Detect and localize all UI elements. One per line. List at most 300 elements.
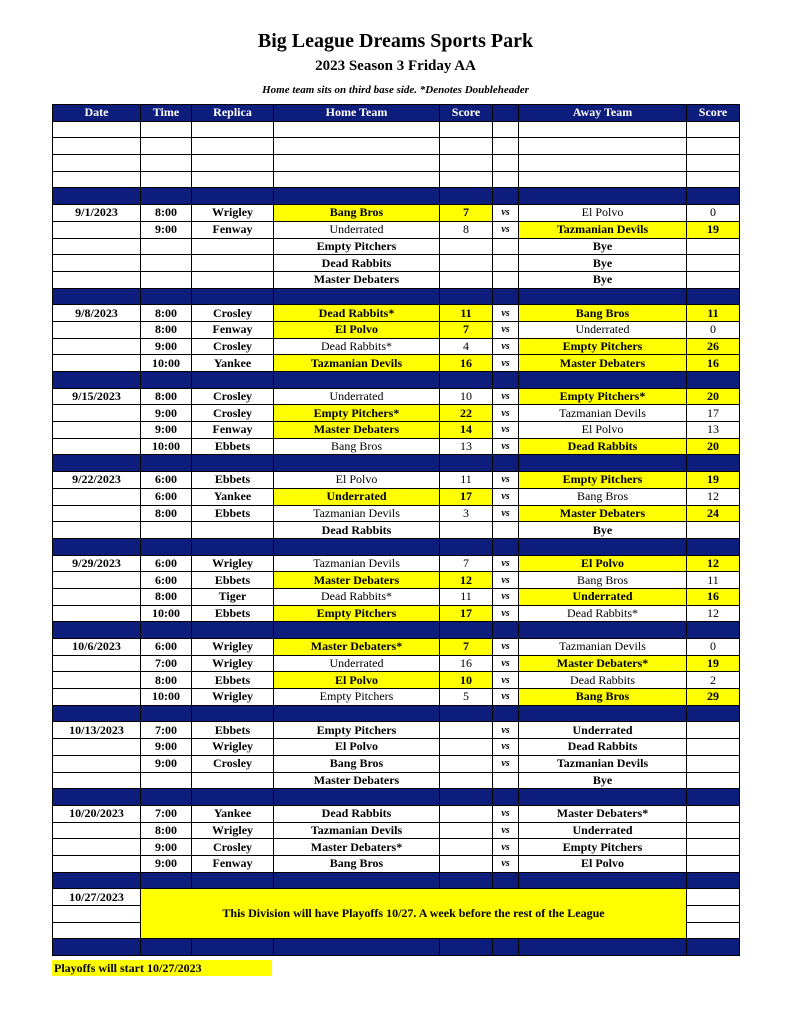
time-cell: 9:00 (141, 739, 192, 756)
separator-cell (493, 188, 519, 205)
home-team-cell: Bang Bros (274, 205, 440, 222)
vs-cell (493, 238, 519, 255)
column-header: Score (440, 105, 493, 122)
separator-cell (192, 622, 274, 639)
blank-cell (53, 922, 141, 939)
away-team-cell: El Polvo (519, 855, 687, 872)
vs-cell: vs (493, 839, 519, 856)
replica-cell (192, 238, 274, 255)
home-team-cell: Dead Rabbits (274, 255, 440, 272)
separator-cell (274, 188, 440, 205)
home-score-cell: 12 (440, 572, 493, 589)
table-row (53, 238, 740, 255)
home-team-cell: Empty Pitchers* (274, 405, 440, 422)
week-separator (53, 372, 740, 389)
schedule-note: Home team sits on third base side. *Denotes Doubleheader (262, 84, 529, 96)
away-team-cell: Underrated (519, 822, 687, 839)
separator-cell (141, 288, 192, 305)
separator-cell (440, 538, 493, 555)
separator-cell (141, 789, 192, 806)
time-cell: 8:00 (141, 321, 192, 338)
separator-cell (519, 455, 687, 472)
vs-cell: vs (493, 689, 519, 706)
home-team-cell: Tazmanian Devils (274, 822, 440, 839)
blank-cell (141, 155, 192, 172)
vs-cell: vs (493, 588, 519, 605)
away-score-cell (687, 822, 740, 839)
column-header: Date (53, 105, 141, 122)
date-cell (53, 588, 141, 605)
table-row (53, 805, 740, 822)
blank-cell (687, 889, 740, 906)
time-cell: 6:00 (141, 639, 192, 656)
blank-cell (192, 121, 274, 138)
blank-cell (53, 155, 141, 172)
blank-cell (274, 138, 440, 155)
separator-cell (687, 455, 740, 472)
date-cell (53, 255, 141, 272)
vs-cell: vs (493, 472, 519, 489)
away-score-cell (687, 755, 740, 772)
separator-cell (192, 705, 274, 722)
replica-cell (192, 255, 274, 272)
vs-cell: vs (493, 605, 519, 622)
time-cell: 8:00 (141, 205, 192, 222)
home-score-cell: 11 (440, 588, 493, 605)
away-team-cell: El Polvo (519, 205, 687, 222)
blank-cell (53, 138, 141, 155)
separator-cell (192, 789, 274, 806)
playoff-date-cell: 10/27/2023 (53, 889, 141, 906)
separator-cell (519, 188, 687, 205)
vs-cell: vs (493, 355, 519, 372)
time-cell: 10:00 (141, 689, 192, 706)
home-team-cell: Dead Rabbits (274, 522, 440, 539)
date-cell (53, 689, 141, 706)
replica-cell: Crosley (192, 305, 274, 322)
home-team-cell: Master Debaters (274, 572, 440, 589)
table-row (53, 388, 740, 405)
home-score-cell: 17 (440, 605, 493, 622)
date-cell (53, 438, 141, 455)
separator-cell (141, 188, 192, 205)
date-cell: 9/29/2023 (53, 555, 141, 572)
home-team-cell: Bang Bros (274, 855, 440, 872)
time-cell: 9:00 (141, 422, 192, 439)
blank-cell (519, 138, 687, 155)
separator-cell (141, 538, 192, 555)
table-row (53, 588, 740, 605)
away-team-cell: Master Debaters (519, 505, 687, 522)
separator-cell (141, 622, 192, 639)
away-score-cell: 12 (687, 605, 740, 622)
blank-cell (687, 121, 740, 138)
separator-cell (519, 538, 687, 555)
separator-cell (493, 705, 519, 722)
date-cell (53, 772, 141, 789)
separator-cell (519, 939, 687, 956)
week-separator (53, 789, 740, 806)
time-cell: 8:00 (141, 672, 192, 689)
vs-cell (493, 271, 519, 288)
separator-cell (53, 188, 141, 205)
home-team-cell: Empty Pitchers (274, 238, 440, 255)
table-row (53, 505, 740, 522)
replica-cell: Wrigley (192, 739, 274, 756)
replica-cell: Ebbets (192, 672, 274, 689)
away-score-cell (687, 739, 740, 756)
home-score-cell (440, 271, 493, 288)
replica-cell: Wrigley (192, 689, 274, 706)
blank-cell (440, 138, 493, 155)
table-row (53, 855, 740, 872)
table-row (53, 655, 740, 672)
home-score-cell: 13 (440, 438, 493, 455)
separator-cell (440, 372, 493, 389)
table-row (53, 221, 740, 238)
separator-cell (440, 872, 493, 889)
column-header: Home Team (274, 105, 440, 122)
blank-row (53, 138, 740, 155)
table-row (53, 321, 740, 338)
separator-cell (440, 288, 493, 305)
time-cell: 8:00 (141, 505, 192, 522)
table-row (53, 739, 740, 756)
separator-cell (274, 872, 440, 889)
date-cell (53, 522, 141, 539)
away-team-cell: Bang Bros (519, 488, 687, 505)
time-cell: 9:00 (141, 338, 192, 355)
separator-cell (687, 939, 740, 956)
home-score-cell: 17 (440, 488, 493, 505)
date-cell: 10/20/2023 (53, 805, 141, 822)
away-team-cell: Master Debaters* (519, 805, 687, 822)
blank-cell (687, 138, 740, 155)
away-team-cell: Empty Pitchers* (519, 388, 687, 405)
time-cell: 10:00 (141, 438, 192, 455)
date-cell (53, 855, 141, 872)
time-cell: 9:00 (141, 221, 192, 238)
separator-cell (687, 789, 740, 806)
home-team-cell: Dead Rabbits* (274, 338, 440, 355)
page-title: Big League Dreams Sports Park (257, 30, 534, 52)
separator-cell (493, 939, 519, 956)
time-cell: 10:00 (141, 355, 192, 372)
separator-cell (440, 939, 493, 956)
date-cell (53, 321, 141, 338)
date-cell: 10/13/2023 (53, 722, 141, 739)
blank-cell (493, 138, 519, 155)
date-cell: 9/15/2023 (53, 388, 141, 405)
separator-cell (519, 622, 687, 639)
separator-cell (141, 705, 192, 722)
home-team-cell: Tazmanian Devils (274, 555, 440, 572)
blank-cell (192, 171, 274, 188)
time-cell (141, 522, 192, 539)
separator-cell (192, 372, 274, 389)
vs-cell: vs (493, 388, 519, 405)
home-team-cell: Underrated (274, 221, 440, 238)
away-score-cell (687, 855, 740, 872)
time-cell (141, 271, 192, 288)
replica-cell: Yankee (192, 805, 274, 822)
home-score-cell (440, 822, 493, 839)
vs-cell: vs (493, 305, 519, 322)
date-cell (53, 488, 141, 505)
blank-cell (53, 171, 141, 188)
separator-cell (687, 538, 740, 555)
vs-cell: vs (493, 739, 519, 756)
replica-cell (192, 522, 274, 539)
separator-cell (274, 538, 440, 555)
blank-cell (493, 121, 519, 138)
page-subtitle: 2023 Season 3 Friday AA (315, 58, 476, 74)
playoff-row (53, 889, 740, 906)
replica-cell (192, 271, 274, 288)
separator-cell (274, 789, 440, 806)
home-team-cell: Dead Rabbits* (274, 305, 440, 322)
time-cell: 6:00 (141, 572, 192, 589)
separator-cell (440, 789, 493, 806)
time-cell: 8:00 (141, 822, 192, 839)
week-separator (53, 939, 740, 956)
blank-cell (53, 906, 141, 923)
separator-cell (519, 372, 687, 389)
replica-cell: Ebbets (192, 605, 274, 622)
away-team-cell: Dead Rabbits (519, 438, 687, 455)
away-score-cell: 11 (687, 305, 740, 322)
column-header: Away Team (519, 105, 687, 122)
table-row (53, 338, 740, 355)
time-cell: 9:00 (141, 839, 192, 856)
separator-cell (53, 789, 141, 806)
home-score-cell (440, 839, 493, 856)
away-team-cell: Dead Rabbits* (519, 605, 687, 622)
away-team-cell: Tazmanian Devils (519, 405, 687, 422)
separator-cell (53, 372, 141, 389)
table-row (53, 572, 740, 589)
blank-cell (440, 171, 493, 188)
week-separator (53, 188, 740, 205)
home-score-cell: 11 (440, 305, 493, 322)
away-score-cell (687, 255, 740, 272)
away-score-cell: 13 (687, 422, 740, 439)
home-team-cell: Dead Rabbits* (274, 588, 440, 605)
date-cell (53, 271, 141, 288)
vs-cell: vs (493, 655, 519, 672)
away-score-cell: 19 (687, 221, 740, 238)
home-team-cell: Master Debaters* (274, 639, 440, 656)
home-score-cell (440, 855, 493, 872)
vs-cell: vs (493, 855, 519, 872)
separator-cell (493, 455, 519, 472)
replica-cell: Fenway (192, 855, 274, 872)
home-team-cell: Underrated (274, 388, 440, 405)
replica-cell: Yankee (192, 355, 274, 372)
table-row (53, 271, 740, 288)
time-cell: 6:00 (141, 555, 192, 572)
away-score-cell: 2 (687, 672, 740, 689)
replica-cell: Ebbets (192, 722, 274, 739)
away-score-cell (687, 522, 740, 539)
time-cell (141, 255, 192, 272)
separator-cell (493, 538, 519, 555)
column-header: Replica (192, 105, 274, 122)
away-team-cell: Master Debaters* (519, 655, 687, 672)
away-team-cell: Bye (519, 522, 687, 539)
date-cell (53, 655, 141, 672)
separator-cell (141, 939, 192, 956)
table-row (53, 605, 740, 622)
separator-cell (440, 622, 493, 639)
vs-cell: vs (493, 639, 519, 656)
blank-cell (493, 171, 519, 188)
home-team-cell: El Polvo (274, 321, 440, 338)
date-cell (53, 405, 141, 422)
date-cell (53, 755, 141, 772)
blank-cell (519, 121, 687, 138)
replica-cell: Crosley (192, 388, 274, 405)
blank-cell (687, 155, 740, 172)
replica-cell: Ebbets (192, 438, 274, 455)
away-team-cell: Underrated (519, 588, 687, 605)
separator-cell (687, 188, 740, 205)
replica-cell: Yankee (192, 488, 274, 505)
playoffs-footnote: Playoffs will start 10/27/2023 (52, 960, 272, 976)
away-score-cell: 16 (687, 588, 740, 605)
table-row (53, 822, 740, 839)
week-separator (53, 872, 740, 889)
time-cell: 7:00 (141, 805, 192, 822)
blank-cell (493, 155, 519, 172)
week-separator (53, 622, 740, 639)
separator-cell (192, 288, 274, 305)
home-score-cell: 7 (440, 639, 493, 656)
away-score-cell (687, 722, 740, 739)
time-cell: 9:00 (141, 755, 192, 772)
separator-cell (53, 705, 141, 722)
separator-cell (192, 538, 274, 555)
separator-cell (192, 455, 274, 472)
date-cell (53, 221, 141, 238)
replica-cell (192, 772, 274, 789)
vs-cell: vs (493, 488, 519, 505)
home-score-cell (440, 238, 493, 255)
replica-cell: Wrigley (192, 822, 274, 839)
replica-cell: Tiger (192, 588, 274, 605)
away-score-cell (687, 271, 740, 288)
separator-cell (687, 705, 740, 722)
vs-cell: vs (493, 555, 519, 572)
away-score-cell: 12 (687, 488, 740, 505)
time-cell: 6:00 (141, 488, 192, 505)
blank-cell (687, 906, 740, 923)
separator-cell (53, 939, 141, 956)
away-team-cell: El Polvo (519, 422, 687, 439)
home-team-cell: Underrated (274, 655, 440, 672)
table-row (53, 555, 740, 572)
replica-cell: Crosley (192, 338, 274, 355)
separator-cell (687, 872, 740, 889)
home-score-cell: 4 (440, 338, 493, 355)
away-score-cell (687, 772, 740, 789)
away-score-cell: 16 (687, 355, 740, 372)
vs-cell: vs (493, 221, 519, 238)
home-team-cell: Empty Pitchers (274, 722, 440, 739)
separator-cell (274, 705, 440, 722)
table-row (53, 839, 740, 856)
column-header: Time (141, 105, 192, 122)
separator-cell (519, 872, 687, 889)
vs-cell: vs (493, 672, 519, 689)
home-score-cell: 3 (440, 505, 493, 522)
blank-cell (141, 138, 192, 155)
away-team-cell: Bang Bros (519, 572, 687, 589)
separator-cell (493, 789, 519, 806)
away-team-cell: Dead Rabbits (519, 739, 687, 756)
blank-row (53, 121, 740, 138)
away-team-cell: Bang Bros (519, 689, 687, 706)
separator-cell (440, 455, 493, 472)
blank-cell (192, 155, 274, 172)
home-team-cell: El Polvo (274, 739, 440, 756)
separator-cell (519, 789, 687, 806)
away-score-cell: 20 (687, 388, 740, 405)
home-score-cell: 10 (440, 388, 493, 405)
home-team-cell: Master Debaters (274, 422, 440, 439)
date-cell (53, 422, 141, 439)
blank-cell (274, 121, 440, 138)
separator-cell (274, 622, 440, 639)
away-score-cell: 19 (687, 472, 740, 489)
replica-cell: Fenway (192, 321, 274, 338)
separator-cell (141, 372, 192, 389)
table-row (53, 205, 740, 222)
home-score-cell (440, 522, 493, 539)
home-team-cell: Bang Bros (274, 438, 440, 455)
blank-cell (141, 121, 192, 138)
date-cell: 9/8/2023 (53, 305, 141, 322)
away-team-cell: Empty Pitchers (519, 338, 687, 355)
away-team-cell: Empty Pitchers (519, 839, 687, 856)
home-team-cell: El Polvo (274, 472, 440, 489)
replica-cell: Wrigley (192, 205, 274, 222)
separator-cell (274, 939, 440, 956)
replica-cell: Crosley (192, 839, 274, 856)
table-row (53, 772, 740, 789)
away-team-cell: Master Debaters (519, 355, 687, 372)
home-score-cell: 22 (440, 405, 493, 422)
vs-cell: vs (493, 822, 519, 839)
home-team-cell: Bang Bros (274, 755, 440, 772)
away-team-cell: El Polvo (519, 555, 687, 572)
away-score-cell: 0 (687, 639, 740, 656)
away-score-cell: 19 (687, 655, 740, 672)
separator-cell (192, 188, 274, 205)
table-row (53, 355, 740, 372)
date-cell (53, 338, 141, 355)
away-score-cell (687, 238, 740, 255)
away-team-cell: Tazmanian Devils (519, 221, 687, 238)
away-score-cell: 20 (687, 438, 740, 455)
table-row (53, 422, 740, 439)
vs-cell: vs (493, 572, 519, 589)
table-row (53, 405, 740, 422)
away-score-cell: 11 (687, 572, 740, 589)
separator-cell (141, 455, 192, 472)
separator-cell (687, 288, 740, 305)
replica-cell: Wrigley (192, 639, 274, 656)
